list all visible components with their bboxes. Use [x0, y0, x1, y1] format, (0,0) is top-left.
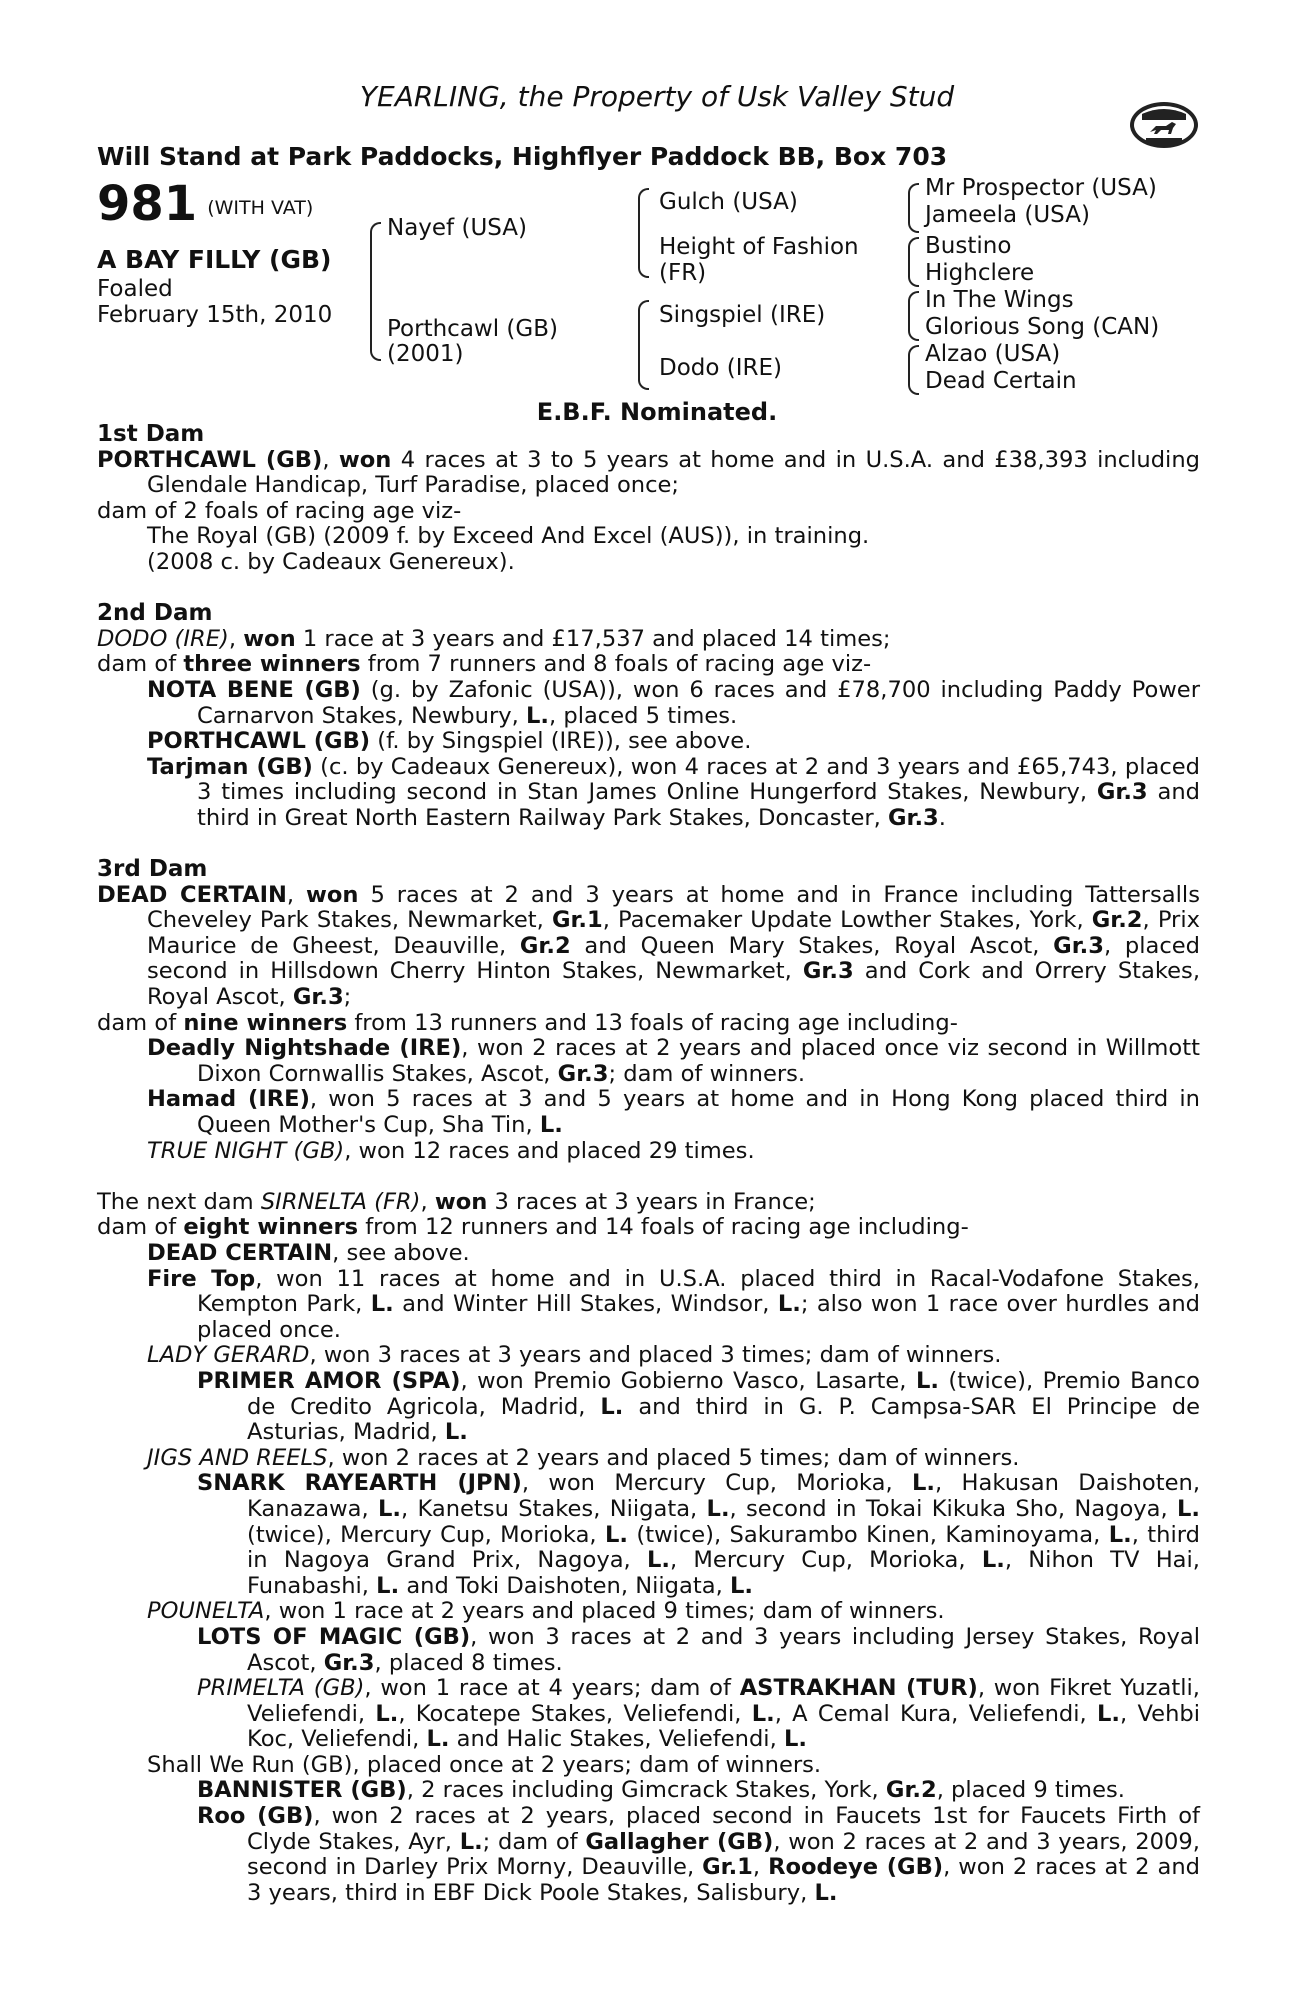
produce-entry: LOTS OF MAGIC (GB), won 3 races at 2 and 3 years including Jersey Stakes, Royal Ascot, Gr.3, placed 8 times.	[197, 1623, 1200, 1676]
pedigree-sire-dam-country: (FR)	[659, 260, 707, 286]
next-dam-produce-intro: dam of eight winners from 12 runners and 14 foals of racing age including-	[97, 1214, 969, 1241]
section-heading-2nd-dam: 2nd Dam	[97, 600, 213, 627]
lot-number: 981 (WITH VAT)	[97, 176, 314, 232]
produce-entry: POUNELTA, won 1 race at 2 years and placed 9 times; dam of winners.	[147, 1598, 945, 1625]
produce-entry: DEAD CERTAIN, see above.	[147, 1240, 470, 1266]
pedigree-dam-sire: Singspiel (IRE)	[659, 302, 826, 328]
pedigree-dss: In The Wings	[925, 287, 1074, 313]
pedigree-brace	[908, 291, 919, 341]
produce-entry: BANNISTER (GB), 2 races including Gimcrack Stakes, York, Gr.2, placed 9 times.	[197, 1777, 1125, 1804]
pedigree-brace	[370, 222, 381, 361]
section-heading-3rd-dam: 3rd Dam	[97, 856, 208, 883]
produce-entry: The Royal (GB) (2009 f. by Exceed And Excel (AUS)), in training.	[147, 523, 870, 550]
second-dam-produce-intro: dam of three winners from 7 runners and 8 foals of racing age viz-	[97, 651, 872, 678]
pedigree-brace	[638, 188, 649, 278]
third-dam-produce-intro: dam of nine winners from 13 runners and 13 foals of racing age including-	[97, 1009, 958, 1036]
produce-entry: PRIMER AMOR (SPA), won Premio Gobierno Vasco, Lasarte, L. (twice), Premio Banco de Credito Agricola, Madrid, L. and third in G. P. Campsa-SAR El Principe de Asturias, Madrid, L.	[197, 1367, 1200, 1446]
produce-entry: Fire Top, won 11 races at home and in U.S.A. placed third in Racal-Vodafone Stakes, Kempton Park, L. and Winter Hill Stakes, Windsor, L.; also won 1 race over hurdles and placed once.	[147, 1265, 1200, 1343]
pedigree-sire-dam: Height of Fashion	[659, 234, 859, 260]
third-dam-record: DEAD CERTAIN, won 5 races at 2 and 3 years at home and in France including Tattersalls Cheveley Park Stakes, Newmarket, Gr.1, Pacemaker Update Lowther Stakes, York, Gr.2, Prix Maurice de Gheest, Deauville, Gr.2 and Queen Mary Stakes, Royal Ascot, Gr.3, placed second in Hillsdown Cherry Hinton Stakes, Newmarket, Gr.3 and Cork and Orrery Stakes, Royal Ascot, Gr.3;	[97, 881, 1200, 1011]
produce-entry: Deadly Nightshade (IRE), won 2 races at 2 years and placed once viz second in Willmott Dixon Cornwallis Stakes, Ascot, Gr.3; dam of winners.	[147, 1035, 1200, 1087]
produce-entry: Shall We Run (GB), placed once at 2 years; dam of winners.	[147, 1751, 822, 1778]
next-dam-record: The next dam SIRNELTA (FR), won 3 races at 3 years in France;	[97, 1188, 816, 1215]
produce-entry: Roo (GB), won 2 races at 2 years, placed second in Faucets 1st for Faucets Firth of Clyde Stakes, Ayr, L.; dam of Gallagher (GB), won 2 races at 2 and 3 years, 2009, second in Darley Prix Morny, Deauville, Gr.1, Roodeye (GB), won 2 races at 2 and 3 years, third in EBF Dick Poole Stakes, Salisbury, L.	[197, 1803, 1200, 1906]
pedigree-dam-year: (2001)	[387, 341, 464, 367]
first-dam-record: PORTHCAWL (GB), won 4 races at 3 to 5 years at home and in U.S.A. and £38,393 including Glendale Handicap, Turf Paradise, placed once;	[97, 446, 1200, 499]
produce-entry: NOTA BENE (GB) (g. by Zafonic (USA)), won 6 races and £78,700 including Paddy Power Carnarvon Stakes, Newbury, L., placed 5 times.	[147, 676, 1200, 729]
pedigree-ssd: Jameela (USA)	[925, 202, 1090, 228]
horse-description: A BAY FILLY (GB)	[97, 245, 332, 274]
produce-entry: SNARK RAYEARTH (JPN), won Mercury Cup, Morioka, L., Hakusan Daishoten, Kanazawa, L., Kanetsu Stakes, Niigata, L., second in Tokai Kikuka Sho, Nagoya, L. (twice), Mercury Cup, Morioka, L. (twice), Sakurambo Kinen, Kaminoyama, L., third in Nagoya Grand Prix, Nagoya, L., Mercury Cup, Morioka, L., Nihon TV Hai, Funabashi, L. and Toki Daishoten, Niigata, L.	[197, 1470, 1200, 1599]
pedigree-ddd: Dead Certain	[925, 368, 1077, 394]
produce-entry: JIGS AND REELS, won 2 races at 2 years and placed 5 times; dam of winners.	[147, 1444, 1020, 1471]
pedigree-sire-sire: Gulch (USA)	[659, 189, 798, 215]
pedigree-dam-dam: Dodo (IRE)	[659, 355, 783, 381]
pedigree-dds: Alzao (USA)	[925, 341, 1061, 367]
pedigree-brace	[908, 237, 919, 287]
dam-produce-record	[97, 422, 1200, 1906]
pedigree-dsd: Glorious Song (CAN)	[925, 314, 1160, 340]
produce-entry: (2008 c. by Cadeaux Genereux).	[147, 548, 515, 575]
foaled-label: Foaled	[97, 276, 173, 302]
produce-entry: PORTHCAWL (GB) (f. by Singspiel (IRE)), see above.	[147, 728, 752, 755]
pedigree-sss: Mr Prospector (USA)	[925, 175, 1157, 201]
yearling-bonus-badge-icon	[1128, 100, 1200, 150]
foaled-date: February 15th, 2010	[97, 302, 333, 328]
produce-entry: Tarjman (GB) (c. by Cadeaux Genereux), won 4 races at 2 and 3 years and £65,743, placed 3 times including second in Stan James Online Hungerford Stakes, Newbury, Gr.3 and third in Great North Eastern Railway Park Stakes, Doncaster, Gr.3.	[147, 753, 1200, 831]
page-title: YEARLING, the Property of Usk Valley Stud	[359, 80, 955, 113]
stabling-info: Will Stand at Park Paddocks, Highflyer Paddock BB, Box 703	[97, 142, 948, 171]
produce-entry: PRIMELTA (GB), won 1 race at 4 years; dam of ASTRAKHAN (TUR), won Fikret Yuzatli, Veliefendi, L., Kocatepe Stakes, Veliefendi, L., A Cemal Kura, Veliefendi, L., Vehbi Koc, Veliefendi, L. and Halic Stakes, Veliefendi, L.	[197, 1675, 1201, 1753]
first-dam-produce-intro: dam of 2 foals of racing age viz-	[97, 497, 462, 524]
pedigree-sire: Nayef (USA)	[387, 215, 528, 241]
section-heading-1st-dam: 1st Dam	[97, 421, 205, 447]
produce-entry: LADY GERARD, won 3 races at 3 years and placed 3 times; dam of winners.	[147, 1342, 1002, 1369]
produce-entry: Hamad (IRE), won 5 races at 3 and 5 years at home and in Hong Kong placed third in Queen Mother's Cup, Sha Tin, L.	[147, 1086, 1200, 1139]
produce-entry: TRUE NIGHT (GB), won 12 races and placed 29 times.	[147, 1137, 755, 1164]
pedigree-dam: Porthcawl (GB)	[387, 316, 558, 342]
ebf-nominated: E.B.F. Nominated.	[536, 398, 778, 426]
pedigree-brace	[908, 183, 919, 233]
pedigree-brace	[908, 345, 919, 395]
pedigree-brace	[638, 300, 649, 390]
second-dam-record: DODO (IRE), won 1 race at 3 years and £17,537 and placed 14 times;	[97, 625, 891, 652]
vat-note: (WITH VAT)	[207, 197, 314, 219]
pedigree-sds: Bustino	[925, 233, 1012, 259]
pedigree-sdd: Highclere	[925, 260, 1035, 286]
